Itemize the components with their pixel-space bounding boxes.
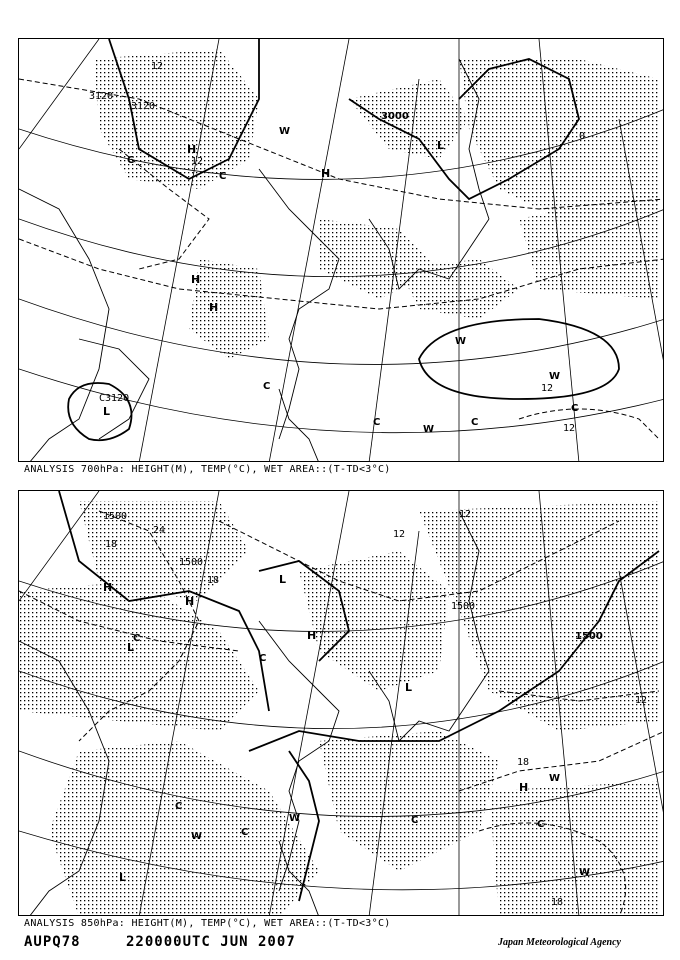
cold-center: C [175,801,183,812]
cold-center: C [133,633,141,644]
contour-label: 1500 [451,601,476,612]
isotherm-label: 12 [191,156,204,167]
cold-center: C [263,381,271,392]
contour-label: 1500 [575,631,603,642]
isotherm-label: 12 [635,695,648,706]
valid-time: 220000UTC JUN 2007 [126,934,296,950]
low-center: L [103,405,111,418]
warm-center: W [191,831,203,842]
warm-center: W [279,126,291,137]
cold-center: C [373,417,381,428]
wet-area-regions [94,49,659,359]
cold-center: C [537,819,545,830]
isotherm-label: 18 [517,757,530,768]
low-center: L [279,573,287,586]
isotherm-label: 12 [393,529,406,540]
agency-name: Japan Meteorological Agency [498,937,621,948]
low-center: L [127,641,135,654]
high-center: H [185,595,195,608]
low-center: L [437,139,445,152]
map-700hpa-graphic [19,39,664,462]
warm-center: W [579,867,591,878]
cold-center: C [571,403,579,414]
warm-center: W [549,371,561,382]
product-id: AUPQ78 [24,934,81,950]
high-center: H [103,581,113,594]
high-center: H [519,781,529,794]
contour-label: C3120 [99,393,130,404]
contour-label: 1500 [103,511,128,522]
high-center: H [191,273,201,286]
caption-700hpa: ANALYSIS 700hPa: HEIGHT(M), TEMP(°C), WET AREA::(T-TD<3°C) [24,464,391,475]
cold-center: C [259,653,267,664]
contour-label: 3000 [381,111,409,122]
warm-center: W [289,813,301,824]
map-850hpa-graphic [19,491,664,916]
isotherm-label: 12 [541,383,554,394]
warm-center: W [549,773,561,784]
caption-850hpa: ANALYSIS 850hPa: HEIGHT(M), TEMP(°C), WET AREA::(T-TD<3°C) [24,918,391,929]
isotherm-label: 24 [153,525,166,536]
contour-label: 3120 [89,91,114,102]
high-center: H [321,167,331,180]
cold-center: C [219,171,227,182]
contour-label: 1500 [179,557,204,568]
isotherm-label: 18 [551,897,564,908]
analysis-map-850hpa [18,490,664,916]
analysis-map-700hpa [18,38,664,462]
high-center: H [187,143,197,156]
cold-center: C [241,827,249,838]
low-center: L [119,871,127,884]
cold-center: C [471,417,479,428]
isotherm-label: 12 [151,61,164,72]
isotherm-label: 12 [459,509,472,520]
high-center: H [307,629,317,642]
contour-label: 3120 [131,101,156,112]
isotherm-label: 0 [579,131,586,142]
warm-center: W [423,424,435,435]
isotherm-label: 18 [207,575,220,586]
warm-center: W [455,336,467,347]
isotherm-label: 12 [563,423,576,434]
isotherm-label: 18 [105,539,118,550]
low-center: L [405,681,413,694]
high-center: H [209,301,219,314]
cold-center: C [411,815,419,826]
cold-center: C [127,155,135,166]
